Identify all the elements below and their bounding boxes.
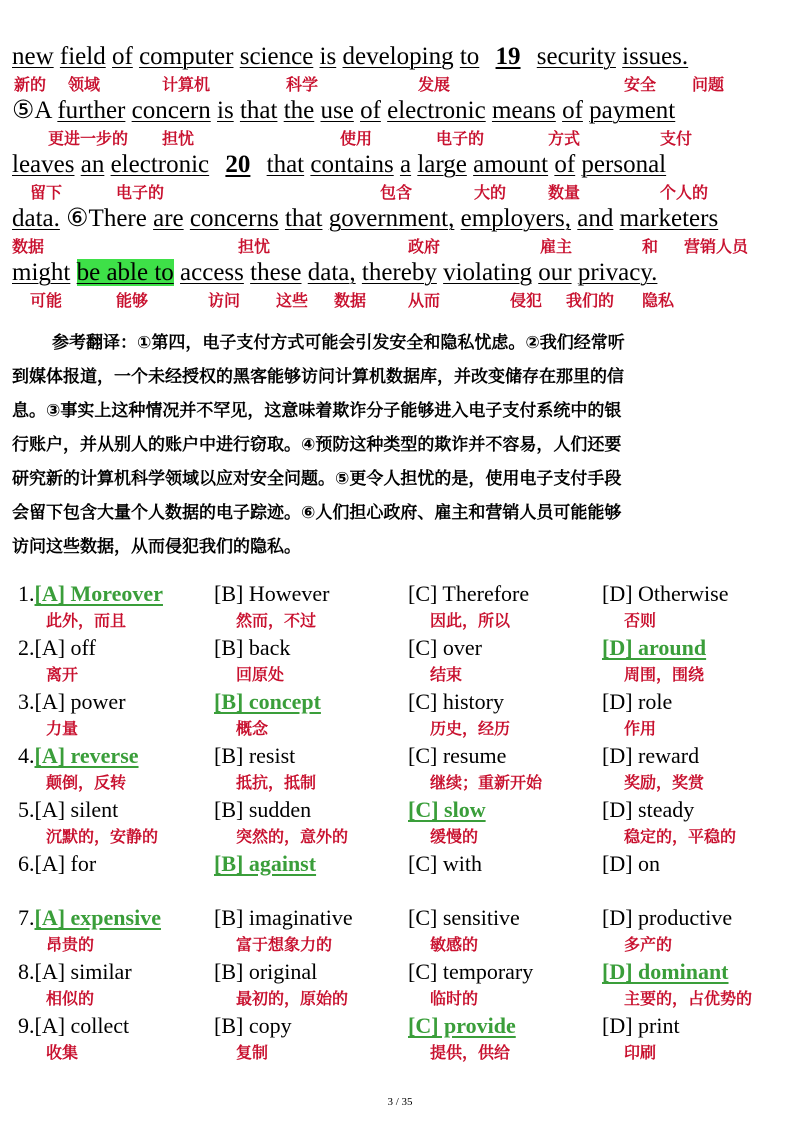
question-number: 1. — [18, 581, 35, 606]
word-gloss: 营销人员 — [684, 237, 749, 256]
option-gloss: 突然的，意外的 — [236, 827, 349, 846]
passage-word: access — [180, 259, 244, 286]
option-gloss: 稳定的，平稳的 — [624, 827, 737, 846]
word-gloss: 担忧 — [162, 129, 195, 148]
option-label: [C] Therefore — [408, 581, 530, 606]
option-b — [214, 742, 295, 770]
question-number: 8. — [18, 959, 35, 984]
passage-word: electronic — [387, 97, 486, 124]
passage-word: is — [217, 97, 234, 124]
word-gloss: 问题 — [692, 75, 725, 94]
passage-word: issues. — [622, 43, 689, 70]
word-gloss: 数据 — [12, 237, 45, 256]
option-label: [A] for — [34, 851, 97, 876]
option-label: [B] However — [214, 581, 330, 606]
passage-line — [12, 202, 792, 236]
word-gloss: 和 — [642, 237, 659, 256]
correct-answer: [C] slow — [408, 797, 486, 822]
option-gloss: 最初的，原始的 — [236, 989, 349, 1008]
option-gloss: 力量 — [46, 719, 79, 738]
option-gloss: 离开 — [46, 665, 79, 684]
passage-word: leaves — [12, 151, 75, 178]
passage-word: ⑤A — [12, 97, 52, 124]
option-label: [B] back — [214, 635, 291, 660]
option-label: [C] resume — [408, 743, 507, 768]
word-gloss: 可能 — [30, 291, 63, 310]
option-a — [18, 742, 139, 770]
passage-word: marketers — [619, 205, 719, 232]
option-d — [602, 958, 729, 986]
passage-word: means — [491, 97, 556, 124]
option-gloss: 历史，经历 — [430, 719, 511, 738]
option-a — [18, 850, 96, 878]
option-d — [602, 688, 672, 716]
question-number: 4. — [18, 743, 35, 768]
passage-word: large — [417, 151, 467, 178]
passage-word: contains — [310, 151, 394, 178]
option-a — [18, 904, 161, 932]
option-gloss: 富于想象力的 — [236, 935, 333, 954]
passage-line — [12, 94, 792, 128]
option-gloss: 临时的 — [430, 989, 479, 1008]
passage-word: of — [360, 97, 381, 124]
option-gloss: 此外，而且 — [46, 611, 127, 630]
option-c — [408, 850, 482, 878]
correct-answer: [C] provide — [408, 1013, 516, 1038]
passage-word: use — [320, 97, 354, 124]
space — [70, 259, 76, 286]
option-a — [18, 688, 126, 716]
passage-word: thereby — [361, 259, 437, 286]
option-c — [408, 958, 533, 986]
translation-line: 参考翻译：①第四，电子支付方式可能会引发安全和隐私忧虑。②我们经常听 — [52, 333, 625, 353]
word-gloss: 隐私 — [642, 291, 675, 310]
option-gloss: 周围，围绕 — [624, 665, 705, 684]
option-d — [602, 850, 660, 878]
word-gloss: 大的 — [474, 183, 507, 202]
option-gloss: 缓慢的 — [430, 827, 479, 846]
blank-number: 19 — [495, 43, 521, 70]
word-gloss: 从而 — [408, 291, 441, 310]
page-number: 3 / 35 — [387, 1096, 413, 1108]
option-a — [18, 958, 132, 986]
question-number: 7. — [18, 905, 35, 930]
passage-word: field — [59, 43, 106, 70]
passage-word: the — [283, 97, 315, 124]
option-c — [408, 1012, 516, 1040]
passage-word: further — [57, 97, 126, 124]
passage-word: that — [284, 205, 323, 232]
word-gloss: 访问 — [208, 291, 241, 310]
option-gloss: 作用 — [624, 719, 657, 738]
option-c — [408, 634, 482, 662]
passage-word: that — [239, 97, 278, 124]
option-gloss: 然而，不过 — [236, 611, 317, 630]
passage-word: that — [266, 151, 305, 178]
word-gloss: 新的 — [14, 75, 47, 94]
option-gloss: 多产的 — [624, 935, 673, 954]
option-label: [A] off — [34, 635, 96, 660]
word-gloss: 能够 — [116, 291, 149, 310]
option-gloss: 相似的 — [46, 989, 95, 1008]
option-b — [214, 904, 353, 932]
option-gloss: 提供，供给 — [430, 1043, 511, 1062]
passage-word: electronic — [110, 151, 210, 178]
option-label: [D] Otherwise — [602, 581, 729, 606]
option-label: [A] similar — [34, 959, 132, 984]
option-gloss: 结束 — [430, 665, 463, 684]
option-d — [602, 634, 706, 662]
option-label: [B] resist — [214, 743, 296, 768]
translation-line: 会留下包含大量个人数据的电子踪迹。⑥人们担心政府、雇主和营销人员可能能够 — [12, 503, 622, 523]
passage-word: science — [239, 43, 314, 70]
word-gloss: 领域 — [68, 75, 101, 94]
passage-word: personal — [581, 151, 667, 178]
correct-answer: [D] around — [602, 635, 707, 660]
passage-word: of — [554, 151, 576, 178]
option-gloss: 印刷 — [624, 1043, 657, 1062]
option-label: [C] sensitive — [408, 905, 520, 930]
word-gloss: 留下 — [30, 183, 63, 202]
passage-word: payment — [589, 97, 676, 124]
option-d — [602, 1012, 680, 1040]
option-b — [214, 688, 321, 716]
option-gloss: 概念 — [236, 719, 269, 738]
option-label: [A] power — [34, 689, 126, 714]
option-b — [214, 958, 317, 986]
option-label: [C] with — [408, 851, 482, 876]
option-label: [B] sudden — [214, 797, 312, 822]
option-gloss: 因此，所以 — [430, 611, 511, 630]
option-label: [C] temporary — [408, 959, 534, 984]
passage-word: these — [250, 259, 302, 286]
passage-word: amount — [473, 151, 549, 178]
option-gloss: 敏感的 — [430, 935, 479, 954]
option-gloss: 抵抗，抵制 — [236, 773, 317, 792]
passage-word: an — [80, 151, 105, 178]
word-gloss: 方式 — [548, 129, 581, 148]
passage-word: might — [12, 259, 71, 286]
word-gloss: 发展 — [418, 75, 451, 94]
word-gloss: 更进一步的 — [48, 129, 129, 148]
option-gloss: 回原处 — [236, 665, 285, 684]
passage-word: a — [399, 151, 412, 178]
passage-word: are — [153, 205, 184, 232]
option-a — [18, 796, 118, 824]
option-label: [B] original — [214, 959, 318, 984]
passage-word: new — [12, 43, 54, 70]
word-gloss: 电子的 — [436, 129, 485, 148]
option-c — [408, 742, 506, 770]
correct-answer: [A] Moreover — [34, 581, 163, 606]
translation-line: 到媒体报道，一个未经授权的黑客能够访问计算机数据库，并改变储存在那里的信 — [12, 367, 624, 387]
option-label: [D] reward — [602, 743, 700, 768]
passage-word: concern — [131, 97, 211, 124]
passage-word: privacy. — [577, 259, 658, 286]
option-gloss: 颠倒，反转 — [46, 773, 127, 792]
correct-answer: [B] concept — [214, 689, 321, 714]
word-gloss: 我们的 — [566, 291, 615, 310]
translation-line: 研究新的计算机科学领域以应对安全问题。⑤更令人担忧的是，使用电子支付手段 — [12, 469, 622, 489]
passage-word: developing — [342, 43, 454, 70]
question-number: 6. — [18, 851, 35, 876]
passage-word: of — [562, 97, 583, 124]
passage-word: government, — [328, 205, 455, 232]
word-gloss: 包含 — [380, 183, 413, 202]
word-gloss: 雇主 — [540, 237, 573, 256]
option-b — [214, 1012, 292, 1040]
passage-word: security — [536, 43, 616, 70]
option-label: [B] imaginative — [214, 905, 353, 930]
passage-word: our — [538, 259, 572, 286]
correct-answer: [A] expensive — [34, 905, 161, 930]
question-number: 2. — [18, 635, 35, 660]
option-d — [602, 904, 732, 932]
option-gloss: 继续；重新开始 — [430, 773, 543, 792]
option-gloss: 复制 — [236, 1043, 269, 1062]
question-number: 9. — [18, 1013, 35, 1038]
word-gloss: 安全 — [624, 75, 657, 94]
word-gloss: 政府 — [408, 237, 441, 256]
option-b — [214, 850, 316, 878]
gloss-line — [0, 288, 800, 314]
passage-word: computer — [139, 43, 234, 70]
option-c — [408, 904, 520, 932]
correct-answer: [D] dominant — [602, 959, 729, 984]
option-d — [602, 580, 728, 608]
option-a — [18, 1012, 129, 1040]
option-label: [D] role — [602, 689, 673, 714]
word-gloss: 计算机 — [162, 75, 211, 94]
word-gloss: 数据 — [334, 291, 367, 310]
word-gloss: 侵犯 — [510, 291, 543, 310]
option-a — [18, 634, 96, 662]
passage-word: data, — [307, 259, 356, 286]
translation-line: 访问这些数据，从而侵犯我们的隐私。 — [12, 537, 301, 557]
passage-word: to — [459, 43, 480, 70]
word-gloss: 个人的 — [660, 183, 709, 202]
word-gloss: 使用 — [340, 129, 373, 148]
option-label: [D] steady — [602, 797, 695, 822]
option-gloss: 昂贵的 — [46, 935, 95, 954]
translation-line: 行账户，并从别人的账户中进行窃取。④预防这种类型的欺诈并不容易，人们还要 — [12, 435, 622, 455]
option-label: [C] over — [408, 635, 482, 660]
option-label: [D] print — [602, 1013, 680, 1038]
word-gloss: 电子的 — [116, 183, 165, 202]
option-label: [D] productive — [602, 905, 733, 930]
option-gloss: 奖励，奖赏 — [624, 773, 705, 792]
passage-word: violating — [443, 259, 532, 286]
correct-answer: [B] against — [214, 851, 317, 876]
passage-word: data. — [12, 205, 60, 232]
option-label: [B] copy — [214, 1013, 292, 1038]
word-gloss: 担忧 — [238, 237, 271, 256]
passage-line — [12, 40, 792, 74]
word-gloss: 支付 — [660, 129, 693, 148]
option-b — [214, 634, 290, 662]
passage-word: employers, — [460, 205, 572, 232]
option-c — [408, 688, 504, 716]
blank-number: 20 — [225, 151, 251, 178]
option-label: [D] on — [602, 851, 661, 876]
passage-word: is — [319, 43, 337, 70]
highlighted-phrase: be able to — [76, 259, 174, 286]
option-gloss: 主要的，占优势的 — [624, 989, 753, 1008]
passage-word: concerns — [189, 205, 279, 232]
option-a — [18, 580, 163, 608]
option-d — [602, 742, 699, 770]
word-gloss: 科学 — [286, 75, 319, 94]
passage-line — [12, 256, 792, 290]
question-number: 5. — [18, 797, 35, 822]
option-label: [C] history — [408, 689, 504, 714]
option-gloss: 收集 — [46, 1043, 79, 1062]
correct-answer: [A] reverse — [34, 743, 139, 768]
option-label: [A] collect — [34, 1013, 130, 1038]
space — [479, 43, 485, 70]
option-c — [408, 796, 486, 824]
option-b — [214, 580, 329, 608]
option-gloss: 沉默的，安静的 — [46, 827, 159, 846]
option-d — [602, 796, 694, 824]
option-c — [408, 580, 529, 608]
option-gloss: 否则 — [624, 611, 657, 630]
passage-word: ⑥There — [66, 205, 147, 232]
word-gloss: 这些 — [276, 291, 309, 310]
option-b — [214, 796, 311, 824]
passage-line — [12, 148, 792, 182]
passage-word: and — [577, 205, 614, 232]
word-gloss: 数量 — [548, 183, 581, 202]
passage-word: of — [111, 43, 133, 70]
option-label: [A] silent — [34, 797, 119, 822]
reference-translation — [12, 326, 788, 564]
translation-line: 息。③事实上这种情况并不罕见，这意味着欺诈分子能够进入电子支付系统中的银 — [12, 401, 622, 421]
question-number: 3. — [18, 689, 35, 714]
